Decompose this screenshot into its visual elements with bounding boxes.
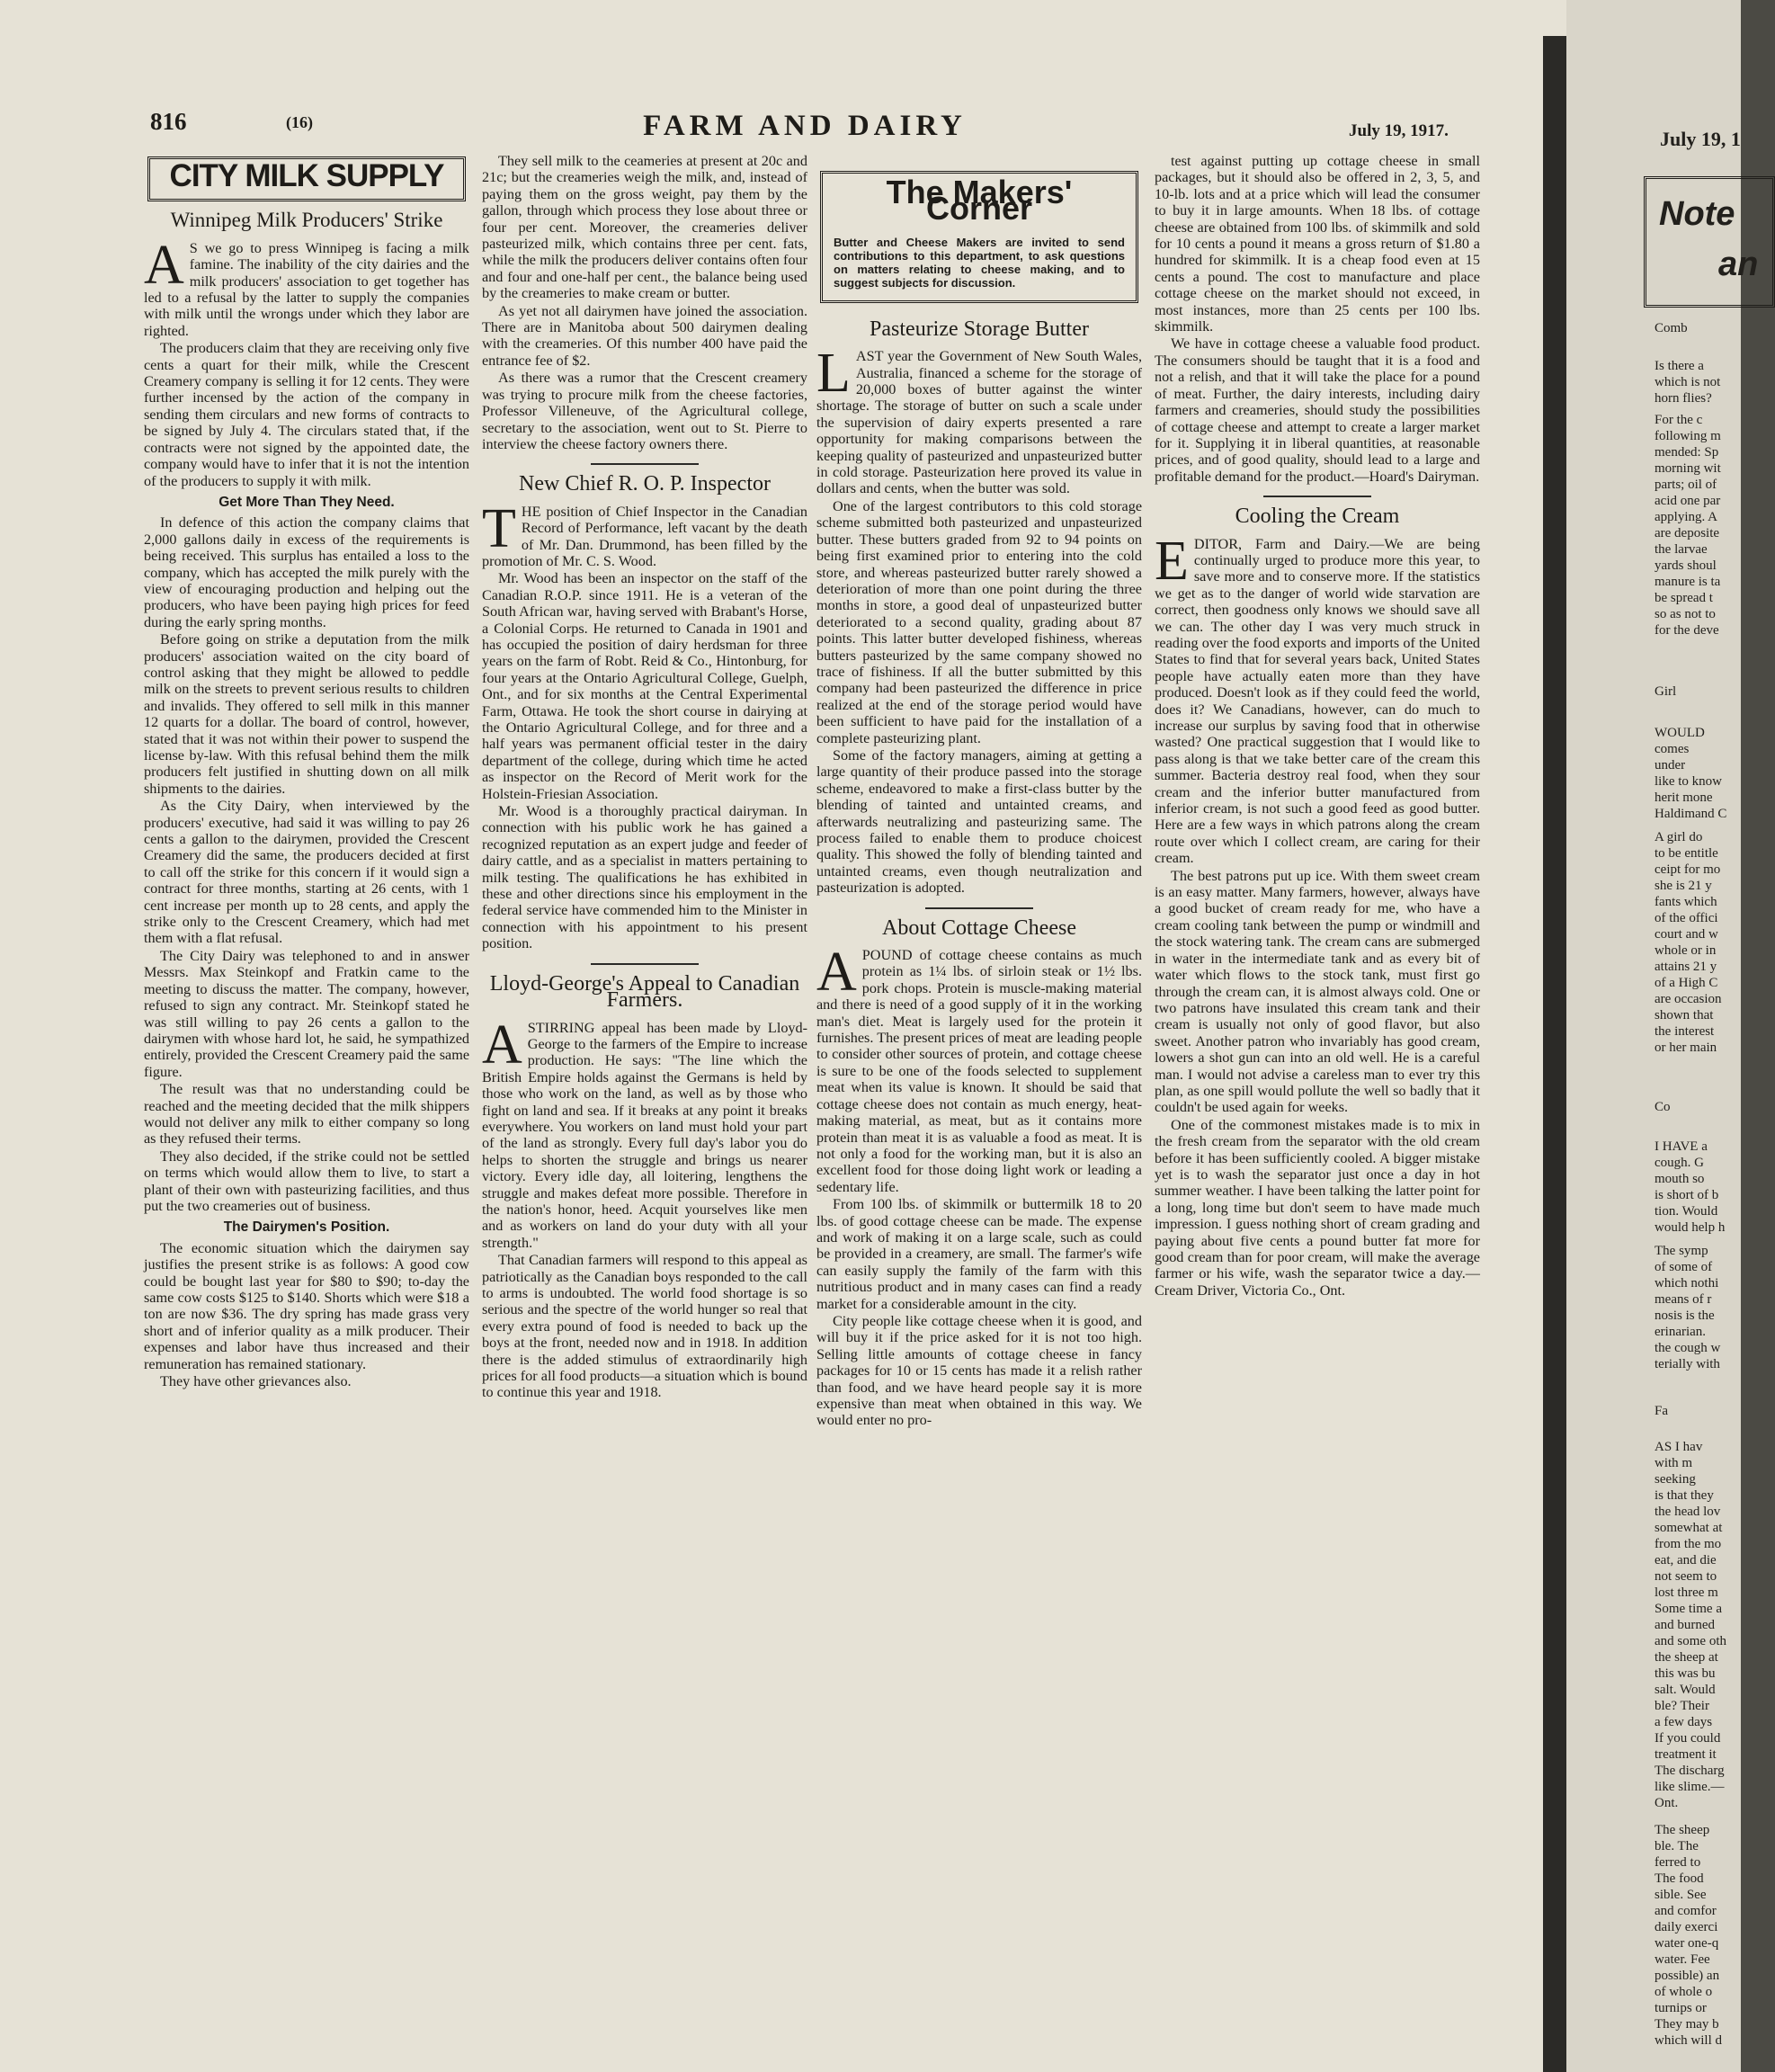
article-body — [1155, 530, 1480, 1299]
adjacent-box-line: an — [1718, 246, 1759, 283]
adjacent-text-line: morning wit — [1655, 461, 1721, 476]
adjacent-text-line: applying. A — [1655, 510, 1717, 524]
adjacent-text-line: a few days — [1655, 1715, 1713, 1729]
column-1 — [144, 153, 469, 1390]
adjacent-text-line: the sheep at — [1655, 1650, 1718, 1665]
adjacent-section-box — [1644, 176, 1775, 308]
adjacent-text-line: terially with — [1655, 1357, 1720, 1371]
adjacent-box-line: Note — [1659, 195, 1735, 233]
adjacent-text-line: the cough w — [1655, 1341, 1721, 1355]
adjacent-text-line: and comfor — [1655, 1904, 1717, 1918]
adjacent-text-line: If you could — [1655, 1731, 1721, 1746]
adjacent-text-line: to be entitle — [1655, 846, 1718, 861]
adjacent-text-line: and burned — [1655, 1618, 1716, 1632]
masthead: FARM AND DAIRY — [643, 110, 967, 142]
adjacent-text-line: is that they — [1655, 1488, 1714, 1503]
paragraph: From 100 lbs. of skimmilk or buttermilk 18 to 20 lbs. of good cottage cheese can be made. The expense and work of making it on a large scale, such as could be provided in a creamery, are small. The farmer's wife can easily supply the family of the farm with this nutritious product and in many cases can find a ready market for a considerable amount in the city. — [816, 1196, 1142, 1312]
adjacent-text-line: of the offici — [1655, 911, 1718, 925]
paragraph: Some of the factory managers, aiming at getting a large quantity of their produce passed into the storage scheme, endeavored to make a first-class butter by the blending of tainted and untainted creams, and afterwards neutralizing and pasteurizing same. The process failed to enable them to produce choicest quality. This showed the folly of blending tainted and untainted creams, even though neutralization and pasteurization is adopted. — [816, 746, 1142, 897]
adjacent-text-line: manure is ta — [1655, 575, 1721, 589]
adjacent-text-line: The discharg — [1655, 1764, 1725, 1778]
subhead: Get More Than They Need. — [219, 494, 395, 510]
adjacent-text-line: for the deve — [1655, 623, 1719, 638]
adjacent-text-line: are deposite — [1655, 526, 1720, 540]
adjacent-text-line: of whole o — [1655, 1985, 1713, 1999]
paragraph: City people like cottage cheese when it is good, and will buy it if the price asked for it is not too high. Selling little amounts of cottage cheese in fancy packages for 10 or 15 cents has made it a relish rather than food, and we have heard people say it is more expensive than meat when obtained in this way. We would enter no pro- — [816, 1312, 1142, 1429]
adjacent-text-line: fants which — [1655, 895, 1717, 909]
paragraph: In defence of this action the company claims that 2,000 gallons daily in excess of the requirements is being received. This surplus has entailed a loss to the company, which has accepted the milk purely with the view of encouraging production and helping out the producers, who have been paying high prices for feed during the early spring months. — [144, 514, 469, 630]
article-headline: Pasteurize Storage Butter — [870, 317, 1089, 341]
article-body — [144, 234, 469, 489]
column-2 — [482, 153, 807, 1402]
adjacent-text-line: Co — [1655, 1100, 1671, 1114]
adjacent-text-line: tion. Would — [1655, 1204, 1718, 1219]
adjacent-text-line: shown that — [1655, 1008, 1714, 1023]
adjacent-text-line: parts; oil of — [1655, 478, 1717, 492]
paragraph: They sell milk to the ceameries at present at 20c and 21c; but the creameries weigh the milk, and, instead of paying them on the gross weight, pay them by the gallon, through which process they lose about three or four per cent. Moreover, the creameries deliver pasteurized milk, which contains three per cent. fats, while the milk the producers deliver contains often four and four and one-half per cent., the balance being used by the creameries to make cream or butter. — [482, 153, 807, 302]
adjacent-page-edge — [1566, 0, 1759, 2072]
drop-cap: T — [482, 497, 516, 559]
adjacent-text-line: Haldimand C — [1655, 807, 1727, 821]
article-body — [816, 942, 1142, 1429]
section-title: CITY MILK SUPPLY — [169, 158, 444, 193]
article-headline: Lloyd-George's Appeal to Canadian Farmers. — [489, 971, 800, 1013]
drop-cap: A — [144, 234, 184, 296]
paragraph: AST year the Government of New South Wales, Australia, financed a scheme for the storage of 20,000 boxes of butter against the winter shortage. The storage of butter on such a scale under the supervision of dairy experts presented a rare opportunity for making comparisons between the keeping quality of pasteurized and unpasteurized butter in cold storage. Pasteurization here proved its value in dollars and cents, when the butter was sold. — [816, 348, 1142, 497]
article-headline: Cooling the Cream — [1235, 505, 1400, 529]
paragraph: As there was a rumor that the Crescent creamery was trying to procure milk from the cheese factories, Professor Villeneuve, of the Agricultural college, secretary to the association, went out to St. Pierre to interview the cheese factory owners there. — [482, 370, 807, 452]
adjacent-text-line: lost three m — [1655, 1585, 1718, 1600]
adjacent-text-line: would help h — [1655, 1220, 1726, 1235]
adjacent-text-line: attains 21 y — [1655, 960, 1717, 974]
page-number: 816 — [150, 108, 187, 135]
paragraph: The economic situation which the dairymen say justifies the present strike is as follows: A good cow could be bought last year for $80 to $90; to-day the same cow costs $125 to $140. Shorts which were $18 a ton are now $36. The dry spring has made grass very short and of inferior quality as a milk producer. Their expenses and labor have thus increased and their remuneration has remained stationary. — [144, 1239, 469, 1372]
adjacent-text-line: Is there a — [1655, 359, 1704, 373]
paragraph: We have in cottage cheese a valuable food product. The consumers should be taught that it is a food and not a relish, and that it will take the place for a pound of meat. Further, the dairy interests, including dairy farmers and creameries, should study the possibilities of cottage cheese and attempt to create a larger market for it. Supplying it in liberal quantities, at reasonable prices, and of good quality, should lead to a large and profitable demand for the product.—Hoard's Dairyman. — [1155, 335, 1480, 485]
adjacent-text-line: water. Fee — [1655, 1952, 1710, 1967]
adjacent-text-line: which is not — [1655, 375, 1721, 389]
adjacent-text-line: Ont. — [1655, 1796, 1679, 1810]
adjacent-text-line: The symp — [1655, 1244, 1708, 1258]
paragraph: One of the largest contributors to this cold storage scheme submitted both pasteurized and unpasteurized butter. These butters graded from 92 to 94 points on being first examined prior to entering into the cold store, and whereas pasteurized butter rarely showed a deterioration of more than one point during the three months in store, a good deal of unpasteurized butter deteriorated to a second quality, grading about 87 points. This latter butter developed fishiness, whereas butters pasteurized by the same company showed no trace of fishiness. If all the butter submitted by this company had been pasteurized the difference in price realized at the end of the storage period would have been sufficient to have paid for the installation of a complete pasteurizing plant. — [816, 497, 1142, 746]
paragraph: The producers claim that they are receiving only five cents a quart for their milk, while the Crescent Creamery company is selling it for 12 cents. They were further incensed by the action of the company in sending them circulars and new forms of contracts to be signed by July 4. The circulars stated that, if the contracts were not signed by the appointed date, the company would have to infer that it is not the intention of the producers to supply it with milk. — [144, 340, 469, 489]
article-headline: New Chief R. O. P. Inspector — [519, 472, 771, 496]
adjacent-text-line: whole or in — [1655, 943, 1717, 958]
adjacent-text-line: which nothi — [1655, 1276, 1719, 1291]
adjacent-text-line: salt. Would — [1655, 1683, 1716, 1697]
adjacent-text-line: cough. G — [1655, 1156, 1704, 1170]
paragraph: As the City Dairy, when interviewed by the producers' executive, had said it was willing to pay 26 cents a gallon to the dairymen, provided the Crescent Creamery did the same, the producers decided at first to call off the strike for this concern if it would sign a contract for three months, starting at 26 cents, with 1 cent increase per month up to 28 cents, and apply the strike only to the Crescent Creamery, which had met them with a flat refusal. — [144, 798, 469, 947]
drop-cap: A — [816, 942, 857, 1004]
adjacent-text-line: the interest — [1655, 1024, 1715, 1039]
adjacent-page-date: July 19, 1 — [1660, 128, 1741, 150]
adjacent-text-line: not seem to — [1655, 1569, 1717, 1584]
divider — [1263, 496, 1371, 497]
adjacent-text-line: ble? Their — [1655, 1699, 1709, 1713]
adjacent-text-line: court and w — [1655, 927, 1718, 942]
adjacent-text-line: mended: Sp — [1655, 445, 1719, 460]
adjacent-text-line: Fa — [1655, 1404, 1668, 1418]
paragraph: The result was that no understanding could be reached and the meeting decided that the milk shippers would not deliver any milk to either company so long as they refused their terms. — [144, 1081, 469, 1148]
drop-cap: E — [1155, 530, 1189, 592]
adjacent-text-line: herit mone — [1655, 790, 1713, 805]
article-headline: About Cottage Cheese — [882, 915, 1076, 940]
paragraph: They have other grievances also. — [160, 1373, 352, 1390]
column-4 — [1155, 153, 1480, 1299]
column-3 — [816, 153, 1142, 1430]
article-headline: Winnipeg Milk Producers' Strike — [170, 209, 443, 232]
adjacent-text-line: For the c — [1655, 413, 1703, 427]
paragraph: The City Dairy was telephoned to and in answer Messrs. Max Steinkopf and Fratkin came to the meeting to discuss the matter. The company, however, refused to sign any contract. Mr. Steinkopf stated he was still willing to pay 26 cents a gallon to the dairymen with whose hard lot, he said, he sympathized entirely, provided the Crescent Creamery paid the same figure. — [144, 947, 469, 1080]
makers-corner-blurb: Butter and Cheese Makers are invited to send contributions to this department, to ask questions on matters relating to cheese making, and to suggest subjects for discussion. — [834, 235, 1125, 290]
paragraph: S we go to press Winnipeg is facing a milk famine. The inability of the city dairies and the milk producers' association to get together has led to a refusal by the latter to supply the companies with milk until the wrongs under which they labor are righted. — [144, 239, 469, 339]
adjacent-text-line: treatment it — [1655, 1747, 1717, 1762]
adjacent-text-line: AS I hav — [1655, 1440, 1703, 1454]
adjacent-text-line: erinarian. — [1655, 1325, 1707, 1339]
adjacent-text-line: the larvae — [1655, 542, 1708, 557]
adjacent-text-line: like to know — [1655, 774, 1722, 789]
paragraph: test against putting up cottage cheese in small packages, but it should also be offered in 2, 3, 5, and 10-lb. lots and at a price which will lead the consumer to buy it in large amounts. When 18 lbs. of cottage cheese are obtained from 100 lbs. of skimmilk and sold for 10 cents a pound it means a gross return of $1.80 a hundred for skimmilk. It is a cheap food even at 15 cents a pound. The cost to manufacture and place cottage cheese on the market should not exceed, in most instances, more than 25 cents per 100 lbs. skimmilk. — [1155, 153, 1480, 335]
section-box-title — [147, 156, 466, 201]
adjacent-text-line: with m — [1655, 1456, 1693, 1470]
adjacent-text-line: and some oth — [1655, 1634, 1726, 1648]
drop-cap: A — [482, 1014, 522, 1076]
paragraph: Before going on strike a deputation from the milk producers' association waited on the city board of control asking that they might be allowed to peddle milk on the streets to prevent serious results to children and invalids. They offered to sell milk in this manner 12 quarts for a dollar. The board of control, however, stated that it was not within their power to suspend the license by-law. With this refusal behind them the milk producers felt justified in shutting down on all milk shipments to the dairies. — [144, 631, 469, 797]
adjacent-text-line: Comb — [1655, 321, 1688, 335]
paragraph: The best patrons put up ice. With them sweet cream is an easy matter. Many farmers, however, always have a good bucket of cream ready for me, who have a cream cooling tank between the pump or windmill and the stock watering tank. The cream cans are submerged in water in the intermediate tank and as every bit of water which flows to the stock tank, must first go through the cream can, it is almost always cold. One or two patrons have insulated this cream tank and their cream is usually not only of good flavor, but also sweet. Another patron who invariably has good cream, lowers a shot gun can into an old well. He is a careful man. I would not advise a careless man to ever try this plan, as one spill would pollute the well so badly that it couldn't be used again for weeks. — [1155, 867, 1480, 1116]
paragraph: HE position of Chief Inspector in the Canadian Record of Performance, left vacant by the death of Mr. Dan. Drummond, has been filled by the promotion of Mr. C. S. Wood. — [482, 503, 807, 569]
adjacent-text-line: WOULD — [1655, 726, 1705, 740]
page-gutter-shadow — [1543, 36, 1566, 2072]
adjacent-text-line: this was bu — [1655, 1666, 1716, 1681]
adjacent-text-line: are occasion — [1655, 992, 1722, 1006]
article-body — [816, 343, 1142, 897]
makers-corner-box — [820, 171, 1138, 303]
divider — [591, 963, 699, 965]
adjacent-text-line: of some of — [1655, 1260, 1713, 1274]
adjacent-text-line: comes — [1655, 742, 1690, 756]
adjacent-text-line: I HAVE a — [1655, 1139, 1708, 1154]
adjacent-text-line: Some time a — [1655, 1602, 1722, 1616]
adjacent-text-line: nosis is the — [1655, 1308, 1715, 1323]
adjacent-text-line: which will d — [1655, 2033, 1722, 2048]
adjacent-text-line: daily exerci — [1655, 1920, 1718, 1934]
paragraph: DITOR, Farm and Dairy.—We are being continually urged to produce more this year, to save more and to conserve more. If the statistics we get as to the danger of world wide starvation are correct, then goodness only knows we should save all we can. The other day I was very much struck in reading over the food exports and imports of the United States to find that for several years back, United States people have actually eaten more than they have produced. Doesn't look as if they could feed the world, does it? We Canadians, however, can do much to increase our surplus by saving food that in otherwise wasted? One practical suggestion that I would like to pass along is that we take better care of the cream this summer. Bacteria destroy real food, when they sour cream and the inferior butter manufactured from inferior cream, is not such a good feed as good butter. Here are a few ways in which patrons along the cream route over which I collect cream, are caring for their cream. — [1155, 535, 1480, 867]
adjacent-text-line: The food — [1655, 1871, 1704, 1886]
adjacent-text-line: be spread t — [1655, 591, 1713, 605]
adjacent-text-line: Girl — [1655, 684, 1677, 699]
adjacent-text-line: the head lov — [1655, 1505, 1721, 1519]
adjacent-text-line: A girl do — [1655, 830, 1703, 844]
adjacent-text-line: or her main — [1655, 1040, 1717, 1055]
paragraph: One of the commonest mistakes made is to mix in the fresh cream from the separator with the old cream before it has been sufficiently cooled. A bigger mistake yet is to wash the separator just once a day in hot summer weather. I have been talking the latter point for a long, long time but don't seem to have made much impression. I guess nothing short of cream grading and paying about five cents a pound butter fat more for good cream than for poor cream, will make the average farmer or his wife, wash the separator twice a day.—Cream Driver, Victoria Co., Ont. — [1155, 1116, 1480, 1299]
adjacent-text-line: ceipt for mo — [1655, 862, 1721, 877]
adjacent-text-line: from the mo — [1655, 1537, 1722, 1551]
divider — [925, 907, 1033, 909]
adjacent-text-line: ble. The — [1655, 1839, 1699, 1853]
adjacent-text-line: water one-q — [1655, 1936, 1719, 1951]
article-body — [1155, 153, 1480, 485]
adjacent-text-line: eat, and die — [1655, 1553, 1717, 1567]
article-body — [482, 1014, 807, 1401]
makers-corner-title: The Makers' Corner — [886, 174, 1073, 228]
adjacent-text-line: possible) an — [1655, 1969, 1720, 1983]
page-marker: (16) — [286, 113, 313, 131]
divider — [591, 463, 699, 465]
adjacent-text-line: horn flies? — [1655, 391, 1712, 406]
paragraph: Mr. Wood has been an inspector on the staff of the Canadian R.O.P. since 1911. He is a veteran of the South African war, having served with Brabant's Horse, a Colonial Corps. He returned to Canada in 1901 and has occupied the position of dairy herdsman for three years on the farm of Robt. Reid & Co., Hintonburg, for four years at the Ontario Agricultural College, Guelph, Ont., and for six months at the Central Experimental Farm, Ottawa. He took the short course in dairying at the Ontario Agricultural College, and for three and a half years was permanent official tester in the dairy department of the college, during which time he acted as inspector on the Record of Merit work for the Holstein-Friesian Association. — [482, 570, 807, 802]
adjacent-text-line: is short of b — [1655, 1188, 1719, 1202]
adjacent-text-line: so as not to — [1655, 607, 1716, 621]
paragraph: They also decided, if the strike could not be settled on terms which would allow them to live, to start a plant of their own with pasteurizing facilities, and thus put the two creameries out of business. — [144, 1148, 469, 1214]
article-body — [144, 1240, 469, 1390]
subhead: The Dairymen's Position. — [223, 1219, 390, 1236]
paragraph: POUND of cottage cheese contains as much protein as 1¼ lbs. of sirloin steak or 1½ lbs. pork chops. Protein is muscle-making material and there is need of a good supply of it in the working man's diet. Meat is largely used for the protein it furnishes. The present prices of meat are leading people to consider other sources of protein, and cottage cheese is sure to be one of the foods selected to supplement meat when its value is known. It should be said that cottage cheese does not contain as much energy, heat-making material, as meat, but as it contains more protein than meat it is as valuable a food as meat. It is not only a food for the working man, but it is also an excellent food for those doing light work or leading a sedentary life. — [816, 947, 1142, 1195]
paragraph: Mr. Wood is a thoroughly practical dairyman. In connection with his public work he has gained a recognized reputation as an expert judge and feeder of dairy cattle, and as a specialist in matters pertaining to milk testing. The qualifications he has exhibited in these and other directions since his employment in the federal service have commended him to the Minister in connection with his appointment to his present position. — [482, 803, 807, 952]
paragraph: As yet not all dairymen have joined the association. There are in Manitoba about 500 dairymen dealing with the creameries. Of this number 400 have paid the entrance fee of $2. — [482, 302, 807, 369]
adjacent-text-line: under — [1655, 758, 1686, 773]
adjacent-text-line: sible. See — [1655, 1888, 1707, 1902]
paragraph: STIRRING appeal has been made by Lloyd-George to the farmers of the Empire to increase production. He says: "The line which the British Empire holds against the Germans is held by those who work on the land, as well as by those who fight on land and sea. If it breaks at any point it breaks everywhere. You workers on land must hold your part of the land as strongly. Every full day's labor you do helps to shorten the struggle and brings us nearer victory. Every idle day, all loitering, lengthens the struggle and makes defeat more possible. Therefore in the nation's honor, heed. Acquit yourselves like men and as workers on land do your duty with all your strength." — [482, 1019, 807, 1251]
adjacent-text-line: mouth so — [1655, 1172, 1705, 1186]
issue-date: July 19, 1917. — [1349, 121, 1449, 140]
adjacent-text-line: They may b — [1655, 2017, 1719, 2032]
adjacent-text-line: of a High C — [1655, 976, 1718, 990]
drop-cap: L — [816, 343, 851, 405]
adjacent-text-line: following m — [1655, 429, 1721, 443]
adjacent-text-line: yards shoul — [1655, 558, 1717, 573]
adjacent-text-line: somewhat at — [1655, 1521, 1723, 1535]
paragraph: That Canadian farmers will respond to this appeal as patriotically as the Canadian boys responded to the call to arms is undoubted. The world food shortage is so serious and the spectre of the world hunger so real that every extra pound of food is needed to back up the boys at the front, needed now and in 1918. In addition there is the added stimulus of extraordinarily high prices for all food products—a situation which is bound to continue this year and 1918. — [482, 1252, 807, 1401]
article-body — [482, 497, 807, 952]
article-body — [482, 153, 807, 452]
adjacent-text-line: The sheep — [1655, 1823, 1710, 1837]
adjacent-text-line: means of r — [1655, 1292, 1712, 1307]
adjacent-text-line: seeking — [1655, 1472, 1696, 1487]
adjacent-text-line: like slime.— — [1655, 1780, 1725, 1794]
adjacent-text-line: she is 21 y — [1655, 879, 1712, 893]
adjacent-text-line: acid one par — [1655, 494, 1721, 508]
adjacent-text-line: ferred to — [1655, 1855, 1701, 1870]
adjacent-text-line: turnips or — [1655, 2001, 1707, 2015]
article-body — [144, 514, 469, 1214]
